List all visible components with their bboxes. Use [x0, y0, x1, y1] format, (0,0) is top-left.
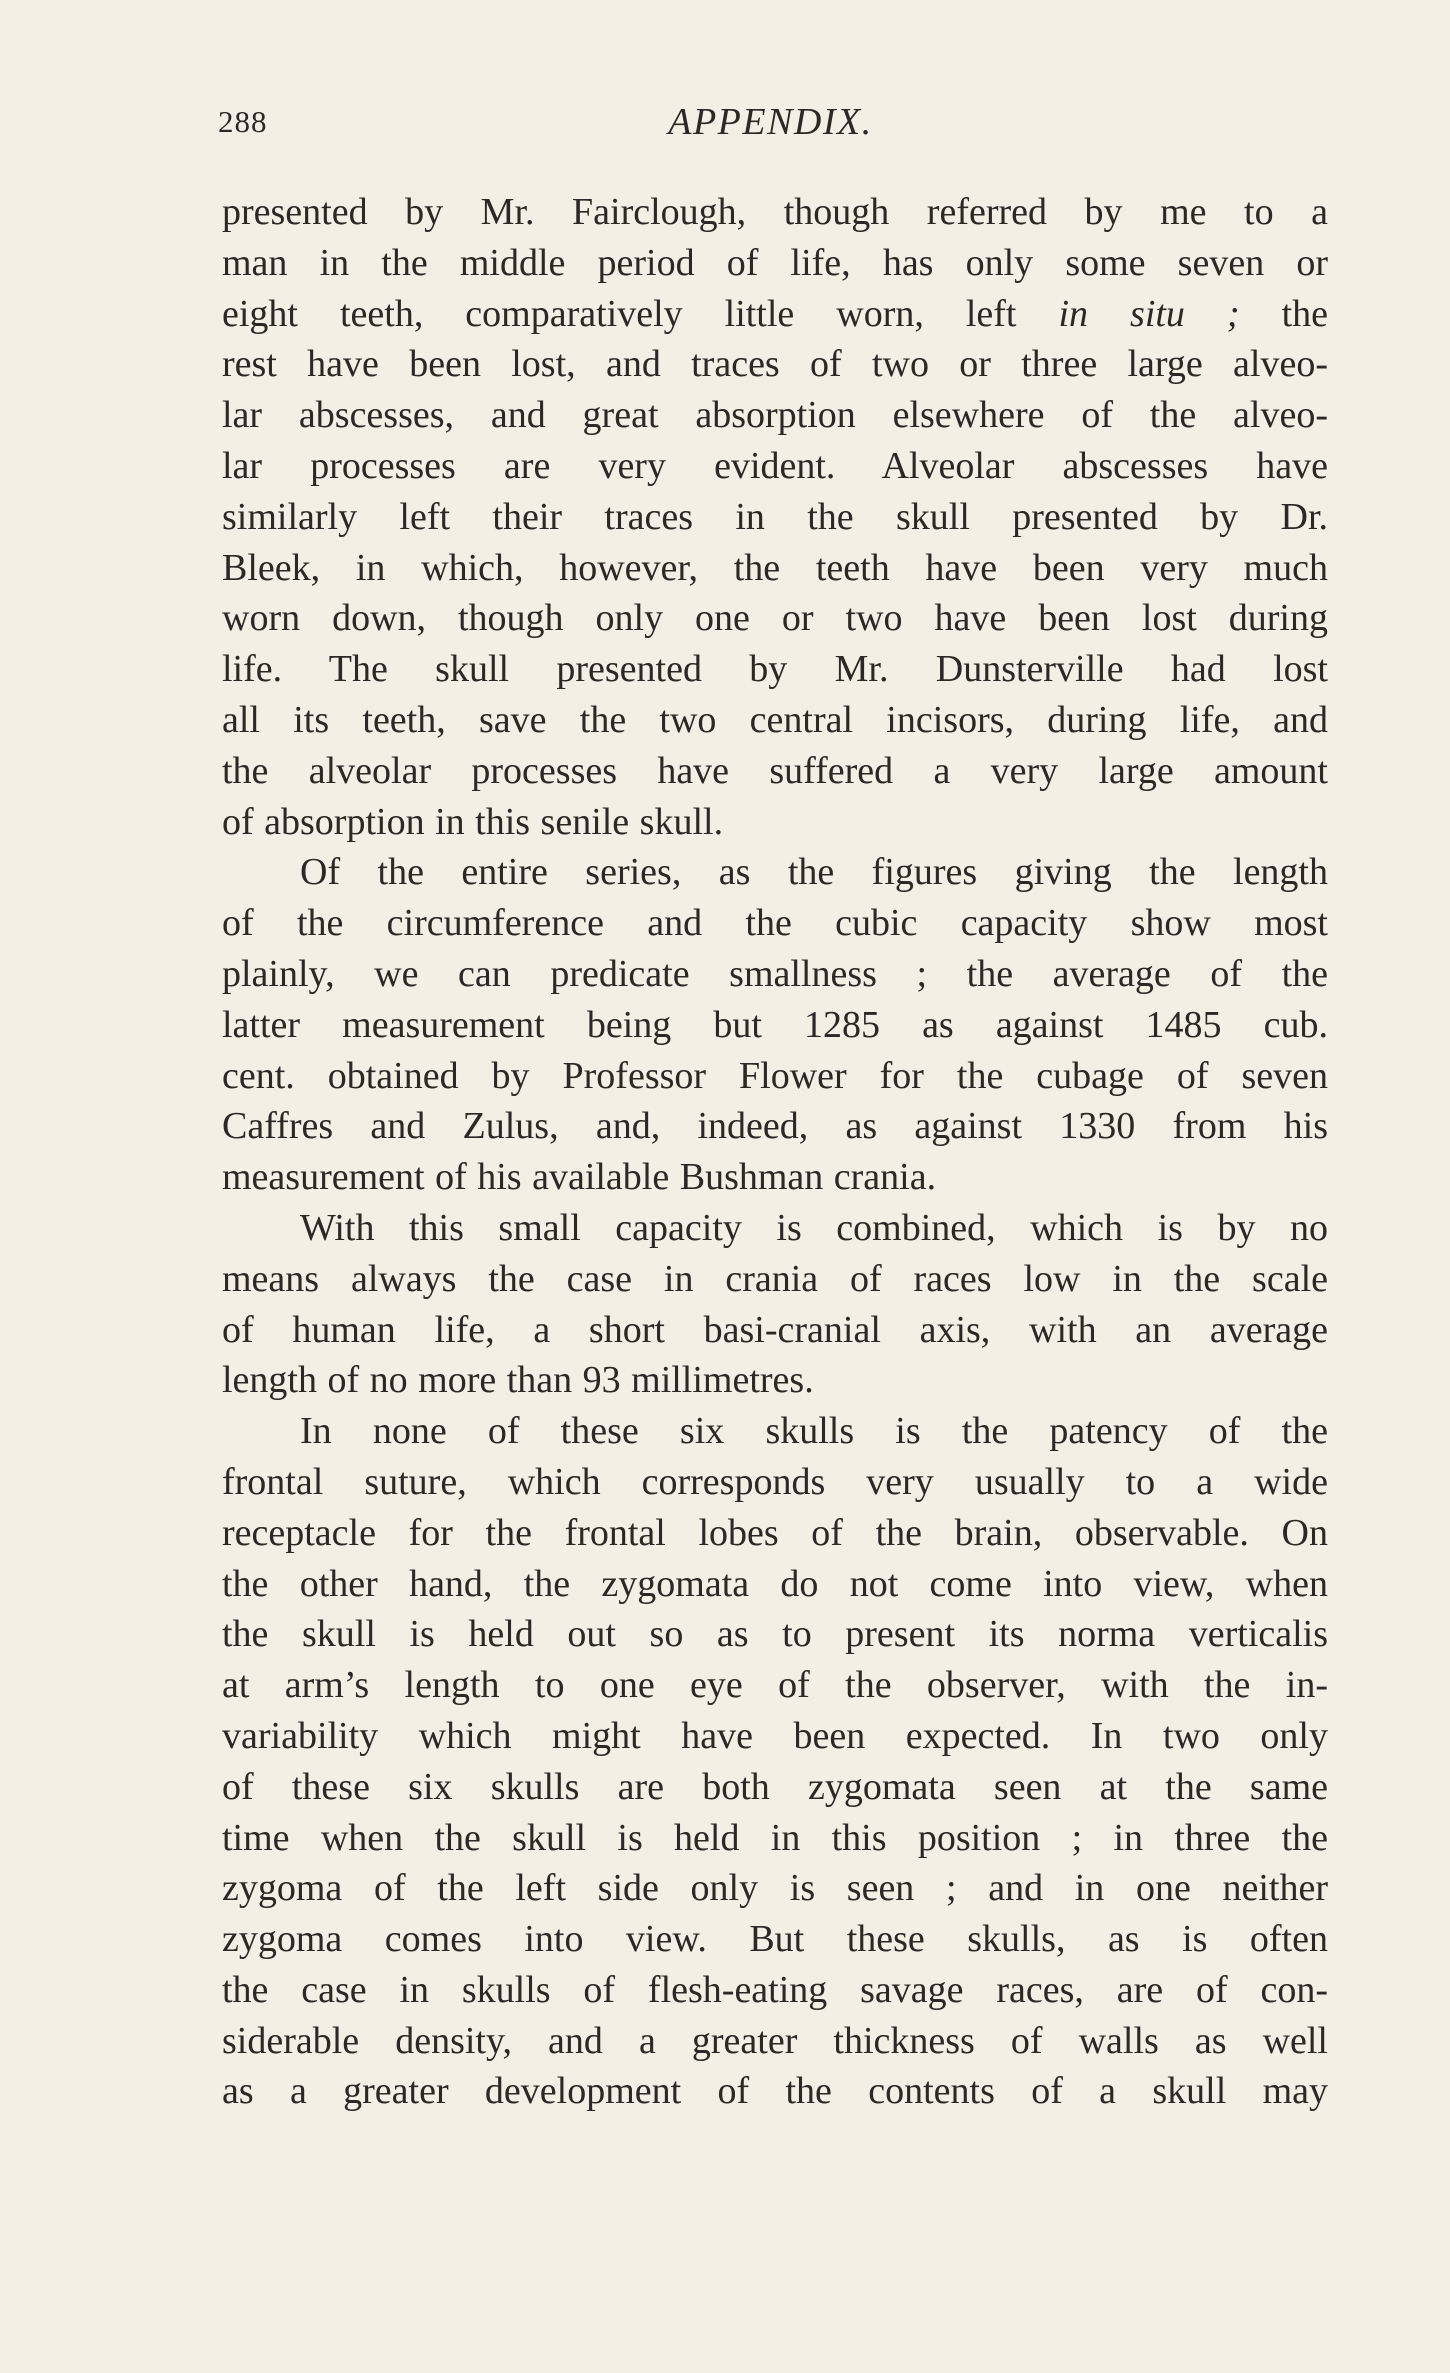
text-line: of absorption in this senile skull. [222, 800, 724, 843]
text-line: of the circumference and the cubic capacity show most [222, 902, 1328, 945]
paragraph-3 [222, 1203, 1328, 1406]
page-header [218, 100, 1323, 160]
text-line: worn down, though only one or two have been lost during [222, 597, 1328, 640]
text-line: of human life, a short basi-cranial axis, with an average [222, 1308, 1328, 1351]
text-line: life. The skull presented by Mr. Dunsterville had lost [222, 648, 1328, 691]
text-line: variability which might have been expected. In two only [222, 1714, 1328, 1757]
italic-phrase: in situ ; [1058, 292, 1240, 335]
paragraph-1 [222, 187, 1328, 847]
text-line: all its teeth, save the two central incisors, during life, and [222, 698, 1328, 741]
text-line: the skull is held out so as to present its norma verticalis [222, 1613, 1328, 1656]
text-line: With this small capacity is combined, which is by no [300, 1206, 1328, 1249]
text-line-segment: the [1281, 292, 1328, 335]
text-line: Caffres and Zulus, and, indeed, as against 1330 from his [222, 1105, 1328, 1148]
text-line: time when the skull is held in this position ; in three the [222, 1816, 1328, 1859]
running-title: APPENDIX. [668, 101, 873, 143]
text-line: the alveolar processes have suffered a very large amount [222, 749, 1328, 792]
text-line: lar abscesses, and great absorption elsewhere of the alveo- [222, 394, 1328, 437]
paragraph-4 [222, 1406, 1328, 2117]
text-line: latter measurement being but 1285 as against 1485 cub. [222, 1003, 1328, 1046]
text-line: the case in skulls of flesh-eating savage races, are of con- [222, 1968, 1328, 2011]
text-line: at arm’s length to one eye of the observer, with the in- [222, 1664, 1328, 1707]
page-number: 288 [218, 104, 268, 139]
text-line: lar processes are very evident. Alveolar abscesses have [222, 444, 1328, 487]
text-line: the other hand, the zygomata do not come into view, when [222, 1562, 1328, 1605]
text-line-segment: eight teeth, comparatively little worn, left [222, 292, 1017, 335]
text-line: rest have been lost, and traces of two or three large alveo- [222, 343, 1328, 386]
text-line: Of the entire series, as the figures giving the length [300, 851, 1328, 894]
text-line: siderable density, and a greater thickness of walls as well [222, 2019, 1328, 2062]
text-line: plainly, we can predicate smallness ; the average of the [222, 952, 1328, 995]
text-line: as a greater development of the contents of a skull may [222, 2070, 1328, 2113]
text-line: of these six skulls are both zygomata seen at the same [222, 1765, 1328, 1808]
text-line: measurement of his available Bushman crania. [222, 1156, 937, 1199]
text-line: cent. obtained by Professor Flower for the cubage of seven [222, 1054, 1328, 1097]
text-line: length of no more than 93 millimetres. [222, 1359, 814, 1402]
text-line: zygoma comes into view. But these skulls, as is often [222, 1918, 1328, 1961]
text-line: Bleek, in which, however, the teeth have been very much [222, 546, 1328, 589]
text-line: similarly left their traces in the skull presented by Dr. [222, 495, 1328, 538]
text-line: zygoma of the left side only is seen ; and in one neither [222, 1867, 1328, 1910]
text-line: man in the middle period of life, has only some seven or [222, 241, 1328, 284]
text-line: receptacle for the frontal lobes of the brain, observable. On [222, 1511, 1328, 1554]
text-line: presented by Mr. Fairclough, though referred by me to a [222, 191, 1328, 233]
text-line [222, 289, 1328, 340]
text-line: means always the case in crania of races low in the scale [222, 1257, 1328, 1300]
text-line: frontal suture, which corresponds very usually to a wide [222, 1460, 1328, 1503]
text-line: In none of these six skulls is the patency of the [300, 1410, 1328, 1453]
body-text [222, 187, 1328, 2117]
paragraph-2 [222, 847, 1328, 1203]
